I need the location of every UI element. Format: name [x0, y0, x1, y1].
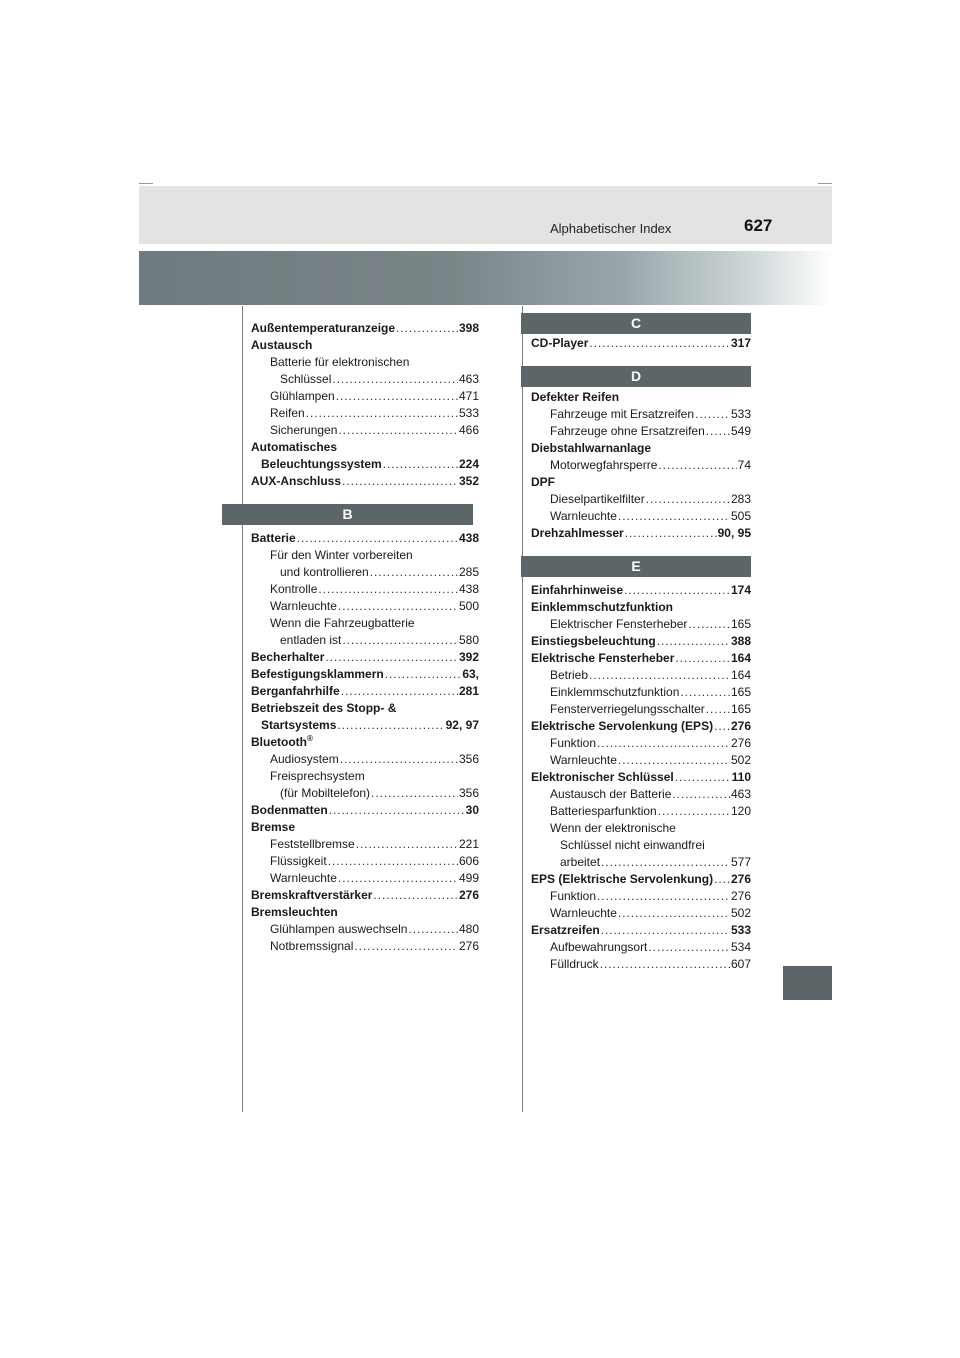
section-header-d: D	[521, 366, 751, 387]
index-subentry[interactable]: Dieselpartikelfilter . . . 283	[531, 491, 751, 508]
section-header-e: E	[521, 556, 751, 577]
section-header-b: B	[222, 504, 473, 525]
index-column-left	[251, 320, 479, 955]
index-subentry[interactable]: Kontrolle . . . 438	[251, 581, 479, 598]
index-subentry[interactable]: Notbremssignal . . . 276	[251, 938, 479, 955]
index-subentry[interactable]: Warnleuchte . . . 500	[251, 598, 479, 615]
index-subentry[interactable]: Warnleuchte . . . 499	[251, 870, 479, 887]
index-subentry[interactable]: (für Mobiltelefon) . . . 356	[251, 785, 479, 802]
index-entry: Bremse	[251, 820, 296, 834]
index-entry[interactable]: EPS (Elektrische Servolenkung) . . . 276	[531, 871, 751, 888]
column-divider-left	[242, 306, 243, 1112]
index-entry[interactable]: CD-Player . . . 317	[531, 335, 751, 352]
index-entry[interactable]: Einfahrhinweise . . . 174	[531, 582, 751, 599]
page-title: Alphabetischer Index	[550, 221, 672, 236]
index-subentry: Freisprechsystem	[270, 769, 365, 783]
index-subentry[interactable]: Betrieb . . . 164	[531, 667, 751, 684]
header-gradient-band	[139, 251, 832, 305]
index-entry: Bremsleuchten	[251, 905, 338, 919]
index-subentry[interactable]: Feststellbremse . . . 221	[251, 836, 479, 853]
index-subentry[interactable]: Warnleuchte . . . 505	[531, 508, 751, 525]
index-entry[interactable]: Batterie . . . 438	[251, 530, 479, 547]
index-subentry[interactable]: Warnleuchte . . . 502	[531, 905, 751, 922]
index-subentry[interactable]: Funktion . . . 276	[531, 888, 751, 905]
header-rule-right	[818, 183, 832, 184]
page-header	[139, 186, 832, 244]
index-entry: Diebstahlwarnanlage	[531, 441, 652, 455]
index-column-right	[531, 313, 751, 973]
index-entry: DPF	[531, 475, 555, 489]
index-entry[interactable]: AUX-Anschluss . . . 352	[251, 473, 479, 490]
index-subentry: Schlüssel nicht einwandfrei	[560, 838, 705, 852]
index-entry[interactable]: Ersatzreifen . . . 533	[531, 922, 751, 939]
index-subentry[interactable]: Fülldruck . . . 607	[531, 956, 751, 973]
index-subentry[interactable]: Warnleuchte . . . 502	[531, 752, 751, 769]
index-entry[interactable]: Berganfahrhilfe . . . 281	[251, 683, 479, 700]
header-rule-left	[139, 183, 153, 184]
index-entry[interactable]: Startsystems . . . 92, 97	[251, 717, 479, 734]
index-subentry[interactable]: Glühlampen auswechseln . . . 480	[251, 921, 479, 938]
index-entry: Betriebszeit des Stopp- &	[251, 701, 397, 715]
index-entry: Defekter Reifen	[531, 390, 620, 404]
index-entry[interactable]: Drehzahlmesser . . . 90, 95	[531, 525, 751, 542]
index-subentry[interactable]: Funktion . . . 276	[531, 735, 751, 752]
index-entry[interactable]: Elektronischer Schlüssel . . . 110	[531, 769, 751, 786]
index-subentry: Batterie für elektronischen	[270, 355, 410, 369]
index-subentry: Wenn der elektronische	[550, 821, 676, 835]
index-subentry[interactable]: Einklemmschutzfunktion . . . 165	[531, 684, 751, 701]
index-subentry[interactable]: Sicherungen . . . 466	[251, 422, 479, 439]
index-subentry[interactable]: und kontrollieren . . . 285	[251, 564, 479, 581]
index-entry[interactable]: Bremskraftverstärker . . . 276	[251, 887, 479, 904]
index-subentry[interactable]: Batteriesparfunktion . . . 120	[531, 803, 751, 820]
index-subentry[interactable]: Audiosystem . . . 356	[251, 751, 479, 768]
index-subentry[interactable]: arbeitet . . . 577	[531, 854, 751, 871]
index-subentry[interactable]: Fensterverriegelungsschalter . . . 165	[531, 701, 751, 718]
index-subentry: Wenn die Fahrzeugbatterie	[270, 616, 415, 630]
index-entry: Automatisches	[251, 440, 338, 454]
index-subentry[interactable]: Fahrzeuge ohne Ersatzreifen . . . 549	[531, 423, 751, 440]
index-subentry[interactable]: Motorwegfahrsperre . . . 74	[531, 457, 751, 474]
index-subentry[interactable]: Reifen . . . 533	[251, 405, 479, 422]
index-subentry[interactable]: Elektrischer Fensterheber . . . 165	[531, 616, 751, 633]
index-entry[interactable]: Elektrische Servolenkung (EPS) . . . 276	[531, 718, 751, 735]
index-entry[interactable]: Außentemperaturanzeige . . . 398	[251, 320, 479, 337]
index-subentry[interactable]: Fahrzeuge mit Ersatzreifen . . . 533	[531, 406, 751, 423]
index-subentry[interactable]: Glühlampen . . . 471	[251, 388, 479, 405]
chapter-thumb-tab	[783, 966, 832, 1000]
index-subentry[interactable]: Aufbewahrungsort . . . 534	[531, 939, 751, 956]
index-entry[interactable]: Einstiegsbeleuchtung . . . 388	[531, 633, 751, 650]
section-header-c: C	[521, 313, 751, 334]
index-subentry[interactable]: Flüssigkeit . . . 606	[251, 853, 479, 870]
index-entry[interactable]: Bodenmatten . . . 30	[251, 802, 479, 819]
index-subentry[interactable]: Austausch der Batterie . . . 463	[531, 786, 751, 803]
index-entry[interactable]: Beleuchtungssystem . . . 224	[251, 456, 479, 473]
index-subentry[interactable]: entladen ist . . . 580	[251, 632, 479, 649]
page-number: 627	[744, 216, 773, 235]
index-subentry[interactable]: Schlüssel . . . 463	[251, 371, 479, 388]
index-entry[interactable]: Befestigungsklammern . . . 63,	[251, 666, 479, 683]
index-subentry: Für den Winter vorbereiten	[270, 548, 413, 562]
index-entry[interactable]: Becherhalter . . . 392	[251, 649, 479, 666]
index-entry: Bluetooth®	[251, 734, 313, 749]
index-entry: Einklemmschutzfunktion	[531, 600, 674, 614]
index-entry: Austausch	[251, 338, 313, 352]
column-divider-right	[522, 306, 523, 1112]
index-entry[interactable]: Elektrische Fensterheber . . . 164	[531, 650, 751, 667]
